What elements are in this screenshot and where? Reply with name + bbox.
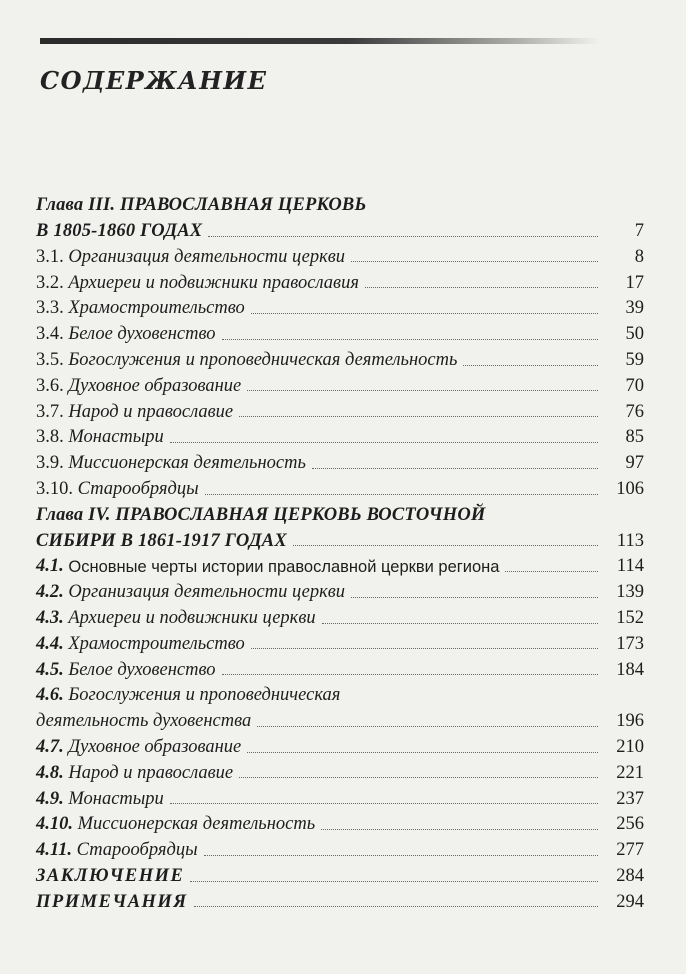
item-title: Храмостроительство	[68, 298, 245, 319]
toc-item-4-5[interactable]	[36, 653, 644, 679]
dot-leader	[247, 390, 598, 391]
chapter-title-line1: Глава IV. ПРАВОСЛАВНАЯ ЦЕРКОВЬ ВОСТОЧНОЙ	[36, 504, 486, 525]
dot-leader	[239, 777, 598, 778]
toc-item-4-2[interactable]	[36, 576, 644, 602]
page-number: 294	[616, 891, 644, 912]
toc-item-3-5[interactable]	[36, 344, 644, 370]
toc-notes[interactable]	[36, 886, 644, 912]
page-number: 76	[625, 401, 644, 422]
chapter-title-line2: СИБИРИ В 1861-1917 ГОДАХ	[36, 530, 287, 551]
page-number: 277	[616, 840, 644, 861]
item-title: Белое духовенство	[68, 324, 216, 345]
item-title: Монастыри	[68, 427, 164, 448]
item-title: Монастыри	[68, 788, 164, 809]
item-number: 3.1.	[36, 246, 64, 267]
item-number: 3.6.	[36, 375, 64, 396]
page-number: 173	[616, 633, 644, 654]
item-number: 3.8.	[36, 427, 64, 448]
page-number: 139	[616, 582, 644, 603]
item-number: 4.4.	[36, 633, 64, 654]
dot-leader	[312, 468, 598, 469]
dot-leader	[204, 855, 598, 856]
toc-item-3-4[interactable]	[36, 318, 644, 344]
dot-leader	[505, 571, 598, 572]
item-title: Основные черты истории православной церкви региона	[68, 558, 500, 577]
top-rule	[40, 38, 600, 44]
item-number: 3.3.	[36, 298, 64, 319]
dot-leader	[239, 416, 598, 417]
item-number: 3.9.	[36, 453, 64, 474]
toc-item-4-3[interactable]	[36, 602, 644, 628]
item-title: Храмостроительство	[68, 633, 245, 654]
page-number: 39	[625, 298, 644, 319]
dot-leader	[463, 365, 598, 366]
item-title: Архиереи и подвижники православия	[68, 272, 359, 293]
page-number: 59	[625, 350, 644, 371]
toc-item-3-3[interactable]	[36, 292, 644, 318]
item-title: Старообрядцы	[76, 840, 198, 861]
item-title: Старообрядцы	[77, 479, 199, 500]
page-number: 70	[625, 375, 644, 396]
page-number: 184	[616, 659, 644, 680]
item-title: Миссионерская деятельность	[68, 453, 306, 474]
dot-leader	[170, 803, 598, 804]
item-number: 3.7.	[36, 401, 64, 422]
page-title: СОДЕРЖАНИЕ	[40, 66, 268, 95]
item-title: Архиереи и подвижники церкви	[68, 608, 316, 629]
item-number: 4.3.	[36, 608, 64, 629]
toc-chapter-4-heading[interactable]	[36, 499, 644, 525]
table-of-contents	[36, 189, 644, 911]
item-number: 4.2.	[36, 582, 64, 603]
toc-chapter-3-heading[interactable]	[36, 189, 644, 215]
item-number: 4.1.	[36, 556, 64, 577]
page-number: 50	[625, 324, 644, 345]
item-number: 4.6.	[36, 685, 64, 706]
page-number: 85	[625, 427, 644, 448]
item-title: Организация деятельности церкви	[68, 246, 346, 267]
dot-leader	[222, 674, 598, 675]
item-number: 4.10.	[36, 814, 73, 835]
item-title: Богослужения и проповедническая	[68, 685, 341, 706]
chapter-title-line2: В 1805-1860 ГОДАХ	[36, 221, 203, 242]
item-title-continued: деятельность духовенства	[36, 711, 252, 732]
item-number: 3.4.	[36, 324, 64, 345]
toc-item-4-1[interactable]	[36, 550, 644, 576]
conclusion-title: ЗАКЛЮЧЕНИЕ	[36, 866, 185, 887]
toc-item-3-1[interactable]	[36, 241, 644, 267]
page-number: 113	[616, 530, 644, 551]
page-number: 237	[616, 788, 644, 809]
dot-leader	[194, 906, 598, 907]
toc-item-3-2[interactable]	[36, 266, 644, 292]
item-title: Народ и православие	[68, 762, 234, 783]
toc-chapter-3-heading-line2[interactable]	[36, 215, 644, 241]
toc-conclusion[interactable]	[36, 860, 644, 886]
item-title: Народ и православие	[68, 401, 234, 422]
page-number: 8	[634, 246, 644, 267]
toc-chapter-4-heading-line2[interactable]	[36, 524, 644, 550]
dot-leader	[222, 339, 598, 340]
page-number: 152	[616, 608, 644, 629]
dot-leader	[247, 752, 598, 753]
toc-item-3-10[interactable]	[36, 473, 644, 499]
notes-title: ПРИМЕЧАНИЯ	[36, 891, 188, 912]
item-number: 3.10.	[36, 479, 73, 500]
item-title: Духовное образование	[68, 737, 242, 758]
dot-leader	[257, 726, 598, 727]
dot-leader	[251, 648, 598, 649]
page-number: 284	[616, 866, 644, 887]
item-number: 3.2.	[36, 272, 64, 293]
toc-item-4-4[interactable]	[36, 628, 644, 654]
dot-leader	[293, 545, 598, 546]
toc-item-4-11[interactable]	[36, 834, 644, 860]
toc-item-4-10[interactable]	[36, 808, 644, 834]
dot-leader	[365, 287, 598, 288]
dot-leader	[351, 261, 598, 262]
toc-item-4-6[interactable]	[36, 679, 644, 705]
item-number: 4.7.	[36, 737, 64, 758]
item-number: 4.8.	[36, 762, 64, 783]
page-number: 210	[616, 737, 644, 758]
page-number: 221	[616, 762, 644, 783]
dot-leader	[190, 881, 598, 882]
page-number: 7	[634, 221, 644, 242]
dot-leader	[251, 313, 598, 314]
toc-item-3-7[interactable]	[36, 395, 644, 421]
toc-item-4-8[interactable]	[36, 757, 644, 783]
item-title: Миссионерская деятельность	[77, 814, 316, 835]
item-number: 4.9.	[36, 788, 64, 809]
item-title: Организация деятельности церкви	[68, 582, 346, 603]
toc-item-4-6-line2[interactable]	[36, 705, 644, 731]
item-number: 4.5.	[36, 659, 64, 680]
dot-leader	[205, 494, 598, 495]
dot-leader	[208, 236, 598, 237]
page-number: 256	[616, 814, 644, 835]
item-title: Белое духовенство	[68, 659, 216, 680]
toc-item-4-9[interactable]	[36, 782, 644, 808]
toc-item-3-9[interactable]	[36, 447, 644, 473]
page-number: 97	[625, 453, 644, 474]
page-number: 17	[625, 272, 644, 293]
toc-item-4-7[interactable]	[36, 731, 644, 757]
dot-leader	[351, 597, 598, 598]
page-number: 106	[616, 479, 644, 500]
page-number: 114	[616, 556, 644, 577]
toc-item-3-8[interactable]	[36, 421, 644, 447]
item-number: 4.11.	[36, 840, 72, 861]
toc-item-3-6[interactable]	[36, 370, 644, 396]
item-number: 3.5.	[36, 350, 64, 371]
page-number: 196	[616, 711, 644, 732]
dot-leader	[321, 829, 598, 830]
dot-leader	[170, 442, 598, 443]
item-title: Духовное образование	[68, 375, 242, 396]
chapter-title-line1: Глава III. ПРАВОСЛАВНАЯ ЦЕРКОВЬ	[36, 195, 367, 216]
dot-leader	[322, 623, 598, 624]
item-title: Богослужения и проповедническая деятельность	[68, 350, 458, 371]
